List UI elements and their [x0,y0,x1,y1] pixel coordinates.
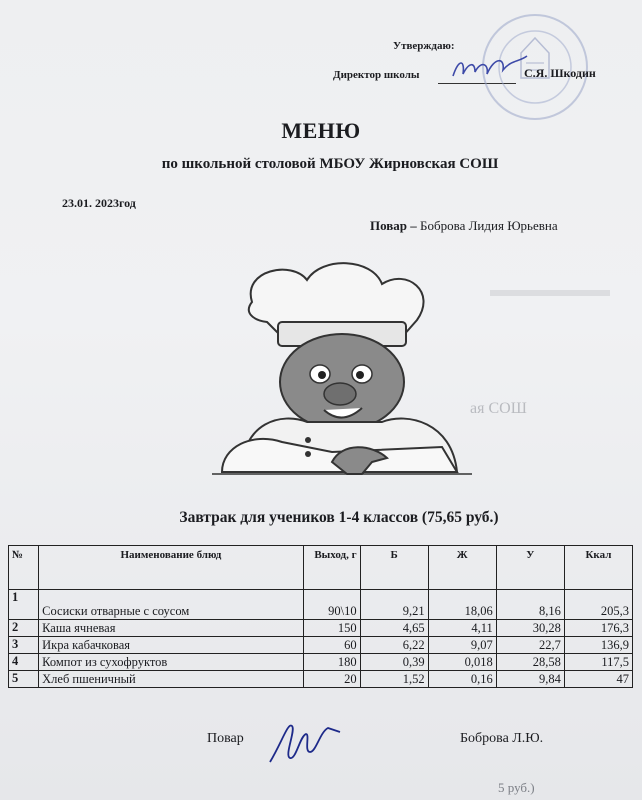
row-number: 1 [9,590,39,620]
column-header-name: Наименование блюд [39,546,304,590]
dish-fat: 18,06 [428,590,496,620]
dish-kcal: 136,9 [564,637,632,654]
director-name: С.Я. Шкодин [524,66,596,80]
dish-kcal: 176,3 [564,620,632,637]
footer-cook-label: Повар [207,731,244,746]
dish-output: 150 [303,620,360,637]
meal-title: Завтрак для учеников 1-4 классов (75,65 руб.) [179,509,499,526]
dish-fat: 0,018 [428,654,496,671]
page-title: МЕНЮ [281,118,361,143]
column-header-kcal: Ккал [564,546,632,590]
cook-label: Повар – [370,218,417,233]
cook-name: Боброва Лидия Юрьевна [420,218,558,233]
dish-protein: 1,52 [360,671,428,688]
dish-output: 180 [303,654,360,671]
director-signature-icon [445,48,535,88]
dish-name: Каша ячневая [39,620,304,637]
row-number: 3 [9,637,39,654]
dish-fat: 4,11 [428,620,496,637]
column-header-b: Б [360,546,428,590]
table-header-row [9,546,633,590]
dish-protein: 6,22 [360,637,428,654]
dish-name: Сосиски отварные с соусом [39,590,304,620]
table-row [9,671,633,688]
menu-date: 23.01. 2023год [62,196,136,210]
dish-name: Компот из сухофруктов [39,654,304,671]
table-row [9,620,633,637]
dish-protein: 0,39 [360,654,428,671]
dish-output: 60 [303,637,360,654]
column-header-zh: Ж [428,546,496,590]
dish-carbs: 8,16 [496,590,564,620]
bleed-through-text: ая СОШ [470,400,527,417]
dish-protein: 4,65 [360,620,428,637]
dish-output: 90\10 [303,590,360,620]
cook-line [370,218,558,234]
cook-signature-icon [262,712,347,772]
table-row [9,590,633,620]
row-number: 5 [9,671,39,688]
dish-fat: 9,07 [428,637,496,654]
menu-table [8,545,633,688]
dish-kcal: 47 [564,671,632,688]
footer-cook-name: Боброва Л.Ю. [460,731,544,746]
dish-carbs: 30,28 [496,620,564,637]
column-header-output: Выход, г [303,546,360,590]
page-subtitle: по школьной столовой МБОУ Жирновская СОШ [161,156,499,172]
dish-protein: 9,21 [360,590,428,620]
dish-fat: 0,16 [428,671,496,688]
dish-name: Хлеб пшеничный [39,671,304,688]
dish-kcal: 117,5 [564,654,632,671]
approve-label: Утверждаю: [393,40,455,52]
dish-carbs: 22,7 [496,637,564,654]
dish-kcal: 205,3 [564,590,632,620]
chef-illustration [212,262,472,482]
dish-name: Икра кабачковая [39,637,304,654]
director-label: Директор школы [333,69,420,81]
row-number: 2 [9,620,39,637]
column-header-num: № [9,546,39,590]
dish-carbs: 9,84 [496,671,564,688]
bleed-through-line [490,290,610,296]
dish-output: 20 [303,671,360,688]
table-row [9,637,633,654]
row-number: 4 [9,654,39,671]
bottom-cut-text: 5 руб.) [498,780,535,795]
dish-carbs: 28,58 [496,654,564,671]
column-header-u: У [496,546,564,590]
table-row [9,654,633,671]
